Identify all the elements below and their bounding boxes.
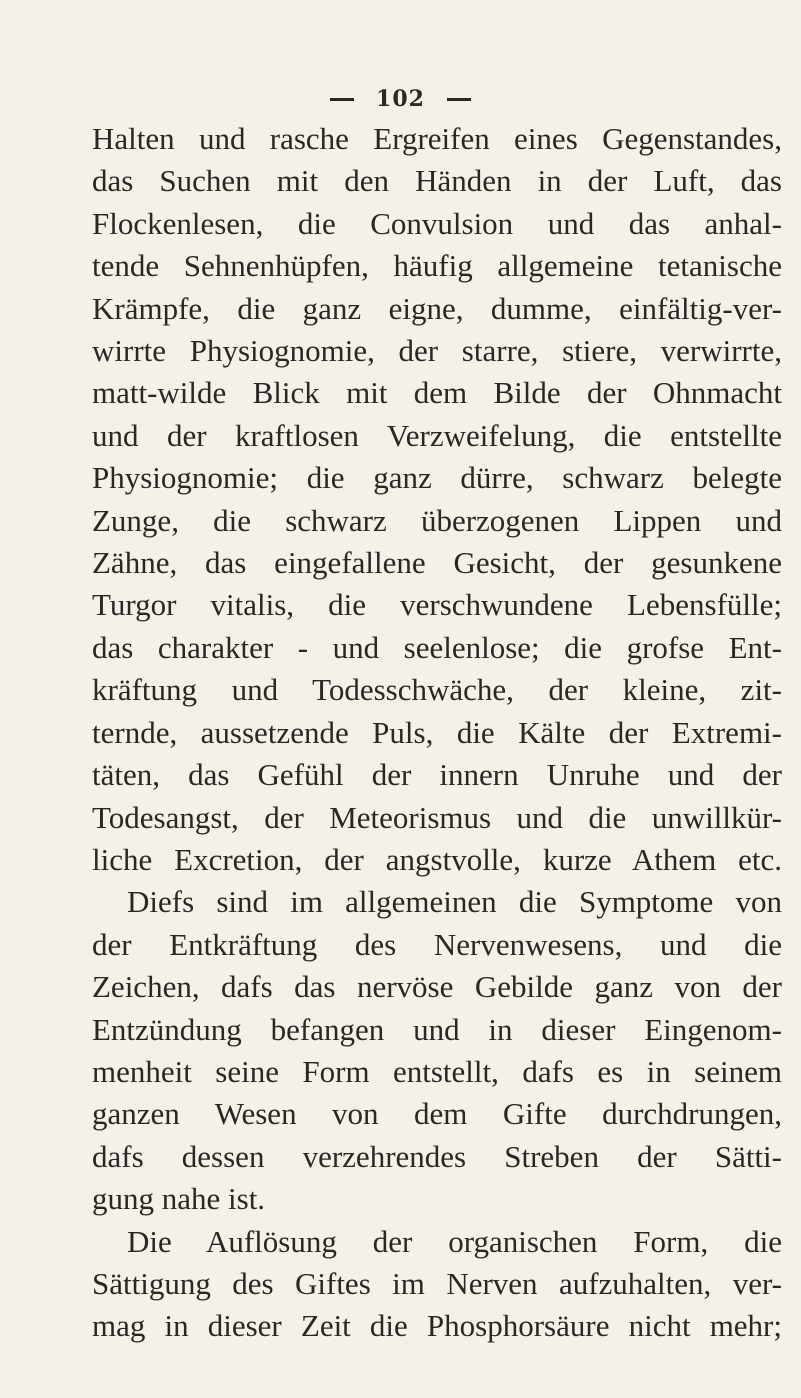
text-line: Sättigung des Giftes im Nerven aufzuhalten, ver- xyxy=(92,1265,782,1301)
text-line: dafs dessen verzehrendes Streben der Sätti- xyxy=(92,1138,782,1174)
text-line: Krämpfe, die ganz eigne, dumme, einfältig-ver- xyxy=(92,290,782,326)
text-line: täten, das Gefühl der innern Unruhe und der xyxy=(92,757,782,793)
text-line: matt-wilde Blick mit dem Bilde der Ohnmacht xyxy=(92,375,782,411)
text-line: ternde, aussetzende Puls, die Kälte der Extremi- xyxy=(92,714,782,750)
text-line: Turgor vitalis, die verschwundene Lebensfülle; xyxy=(92,587,782,623)
text-line: Flockenlesen, die Convulsion und das anhal- xyxy=(92,205,782,241)
text-line: und der kraftlosen Verzweifelung, die entstellte xyxy=(92,417,782,453)
text-line: Zähne, das eingefallene Gesicht, der gesunkene xyxy=(92,545,782,581)
text-line-paragraph-start: Die Auflösung der organischen Form, die xyxy=(127,1223,782,1259)
text-line: tende Sehnenhüpfen, häufig allgemeine tetanische xyxy=(92,248,782,284)
text-line: der Entkräftung des Nervenwesens, und die xyxy=(92,926,782,962)
header-left-dash xyxy=(330,98,354,101)
body-text xyxy=(92,118,782,1348)
text-line-paragraph-end: gung nahe ist. xyxy=(92,1181,266,1217)
text-line: Physiognomie; die ganz dürre, schwarz belegte xyxy=(92,460,782,496)
text-line: das Suchen mit den Händen in der Luft, das xyxy=(92,163,782,199)
text-line: das charakter - und seelenlose; die grofse Ent- xyxy=(92,629,782,665)
text-line: liche Excretion, der angstvolle, kurze Athem etc. xyxy=(92,841,782,877)
text-line: ganzen Wesen von dem Gifte durchdrungen, xyxy=(92,1096,782,1132)
text-line: Todesangst, der Meteorismus und die unwillkür- xyxy=(92,799,782,835)
text-line: Halten und rasche Ergreifen eines Gegenstandes, xyxy=(92,121,782,156)
page-number: 102 xyxy=(376,86,425,112)
text-line: wirrte Physiognomie, der starre, stiere, verwirrte, xyxy=(92,333,782,369)
text-line: Zeichen, dafs das nervöse Gebilde ganz von der xyxy=(92,969,782,1005)
text-line-paragraph-start: Diefs sind im allgemeinen die Symptome von xyxy=(127,884,782,920)
text-line: kräftung und Todesschwäche, der kleine, zit- xyxy=(92,672,782,708)
text-line: menheit seine Form entstellt, dafs es in seinem xyxy=(92,1053,782,1089)
page-header xyxy=(0,86,801,112)
text-line: Zunge, die schwarz überzogenen Lippen und xyxy=(92,502,782,538)
header-right-dash xyxy=(447,98,471,101)
text-line: mag in dieser Zeit die Phosphorsäure nicht mehr; xyxy=(92,1308,782,1344)
text-line: Entzündung befangen und in dieser Eingenom- xyxy=(92,1011,782,1047)
